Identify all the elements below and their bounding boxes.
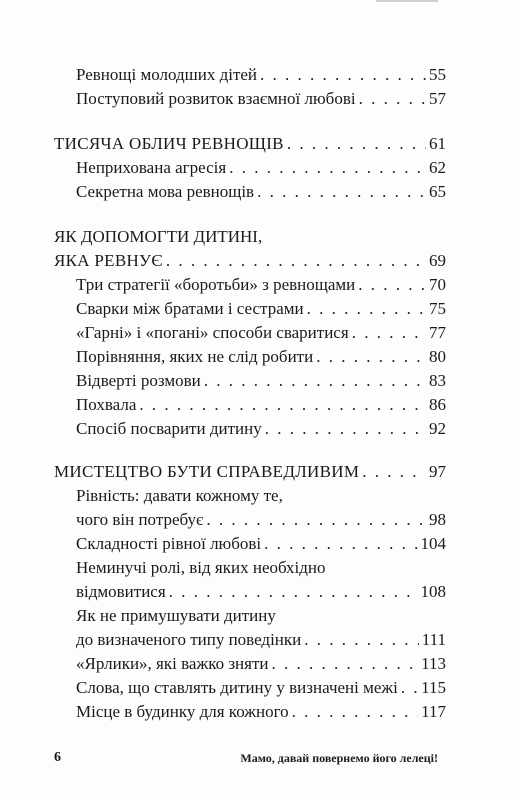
toc-entry[interactable]: Поступовий розвиток взаємної любові . . . 57 — [76, 88, 446, 109]
toc-entry[interactable]: Слова, що ставлять дитину у визначені межі . . . 115 — [76, 677, 446, 698]
dot-leader — [287, 133, 426, 154]
toc-entry-line1: Неминучі ролі, від яких необхідно — [76, 558, 326, 577]
toc-entry[interactable]: Місце в будинку для кожного . . . 117 — [76, 701, 446, 722]
toc-entry[interactable]: чого він потребує . . . 98 — [76, 509, 446, 530]
toc-entry[interactable]: Спосіб посварити дитину . . . 92 — [76, 418, 446, 439]
toc-entry[interactable]: Складності рівної любові . . . 104 — [76, 533, 446, 554]
dot-leader — [204, 370, 426, 391]
toc-entry[interactable]: «Ярлики», які важко зняти . . . 113 — [76, 653, 446, 674]
dot-leader — [139, 394, 426, 415]
toc-entry[interactable]: до визначеного типу поведінки . . . 111 — [76, 629, 446, 650]
dot-leader — [304, 629, 419, 650]
dot-leader — [169, 581, 418, 602]
toc-section[interactable]: МИСТЕЦТВО БУТИ СПРАВЕДЛИВИМ . . . 97 — [54, 461, 446, 482]
dot-leader — [359, 88, 426, 109]
toc-entry[interactable]: Сварки між братами і сестрами . . . 75 — [76, 298, 446, 319]
toc-entry[interactable]: Три стратегії «боротьби» з ревнощами . . . 70 — [76, 274, 446, 295]
running-footer-title: Мамо, давай повернемо його лелеці! — [240, 751, 438, 765]
dot-leader — [264, 533, 417, 554]
toc-entry[interactable]: Секретна мова ревнощів . . . 65 — [76, 181, 446, 202]
toc-entry[interactable]: відмовитися . . . 108 — [76, 581, 446, 602]
toc-entry[interactable]: Порівняння, яких не слід робити . . . 80 — [76, 346, 446, 367]
toc-entry[interactable]: Ревнощі молодших дітей . . . 55 — [76, 64, 446, 85]
dot-leader — [307, 298, 426, 319]
toc-entry[interactable]: Відверті розмови . . . 83 — [76, 370, 446, 391]
dot-leader — [257, 181, 426, 202]
toc-entry[interactable]: Похвала . . . 86 — [76, 394, 446, 415]
dot-leader — [316, 346, 426, 367]
toc-entry[interactable]: «Гарні» і «погані» способи сваритися . . . 77 — [76, 322, 446, 343]
top-edge-mark — [376, 0, 438, 2]
dot-leader — [401, 677, 418, 698]
dot-leader — [358, 274, 426, 295]
dot-leader — [362, 461, 426, 482]
dot-leader — [206, 509, 426, 530]
dot-leader — [166, 250, 426, 271]
dot-leader — [292, 701, 418, 722]
toc-section[interactable]: ТИСЯЧА ОБЛИЧ РЕВНОЩІВ . . . 61 — [54, 133, 446, 154]
toc-entry[interactable]: Неприхована агресія . . . 62 — [76, 157, 446, 178]
dot-leader — [229, 157, 426, 178]
dot-leader — [260, 64, 426, 85]
toc-section-line1: ЯК ДОПОМОГТИ ДИТИНІ, — [54, 227, 263, 246]
toc-section[interactable]: ЯКА РЕВНУЄ . . . 69 — [54, 250, 446, 271]
dot-leader — [352, 322, 426, 343]
dot-leader — [265, 418, 426, 439]
toc-entry-line1: Рівність: давати кожному те, — [76, 486, 283, 505]
toc-entry-line1: Як не примушувати дитину — [76, 606, 276, 625]
dot-leader — [272, 653, 419, 674]
page-number: 6 — [54, 750, 61, 765]
